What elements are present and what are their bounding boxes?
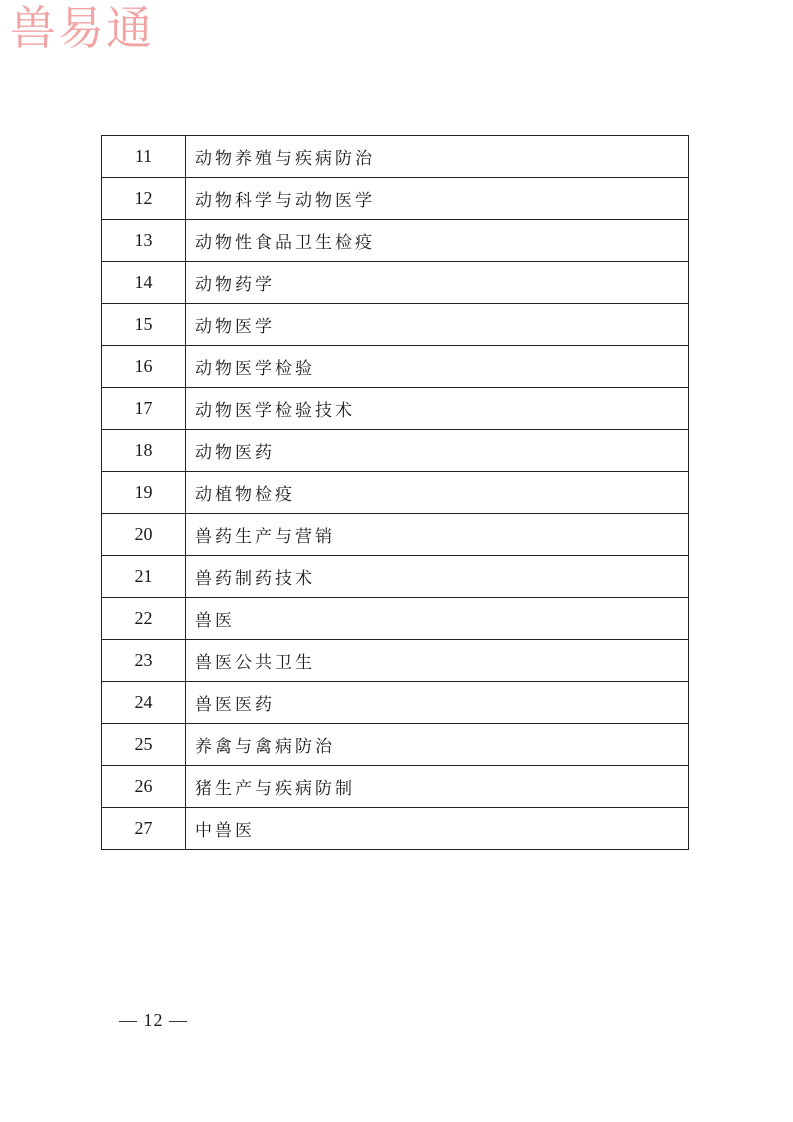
row-number: 22 [102,598,186,640]
table-row [102,598,689,640]
table-row [102,262,689,304]
table-row [102,808,689,850]
major-name: 动物科学与动物医学 [186,178,689,220]
table-row [102,346,689,388]
watermark-logo: 兽易通 [10,1,154,55]
table-row [102,136,689,178]
major-name: 中兽医 [186,808,689,850]
major-list-table [101,135,689,850]
row-number: 26 [102,766,186,808]
table-row [102,178,689,220]
major-name: 动物医学 [186,304,689,346]
table-row [102,556,689,598]
page-number: — 12 — [119,1010,188,1030]
table-row [102,304,689,346]
major-name: 动物医学检验 [186,346,689,388]
table-row [102,724,689,766]
major-name: 动物养殖与疾病防治 [186,136,689,178]
major-name: 动物性食品卫生检疫 [186,220,689,262]
table-row [102,640,689,682]
row-number: 27 [102,808,186,850]
major-name: 动物医药 [186,430,689,472]
major-name: 动物医学检验技术 [186,388,689,430]
major-name: 兽医 [186,598,689,640]
row-number: 18 [102,430,186,472]
major-name: 兽医公共卫生 [186,640,689,682]
major-name: 养禽与禽病防治 [186,724,689,766]
table-row [102,682,689,724]
major-name: 动植物检疫 [186,472,689,514]
row-number: 23 [102,640,186,682]
row-number: 19 [102,472,186,514]
row-number: 15 [102,304,186,346]
major-name: 猪生产与疾病防制 [186,766,689,808]
row-number: 16 [102,346,186,388]
table-row [102,220,689,262]
major-name: 兽药制药技术 [186,556,689,598]
table-row [102,472,689,514]
major-name: 动物药学 [186,262,689,304]
major-name: 兽药生产与营销 [186,514,689,556]
row-number: 21 [102,556,186,598]
row-number: 24 [102,682,186,724]
row-number: 17 [102,388,186,430]
table-row [102,766,689,808]
row-number: 13 [102,220,186,262]
major-name: 兽医医药 [186,682,689,724]
table-row [102,388,689,430]
row-number: 12 [102,178,186,220]
row-number: 14 [102,262,186,304]
row-number: 11 [102,136,186,178]
row-number: 20 [102,514,186,556]
table-row [102,430,689,472]
table-row [102,514,689,556]
row-number: 25 [102,724,186,766]
